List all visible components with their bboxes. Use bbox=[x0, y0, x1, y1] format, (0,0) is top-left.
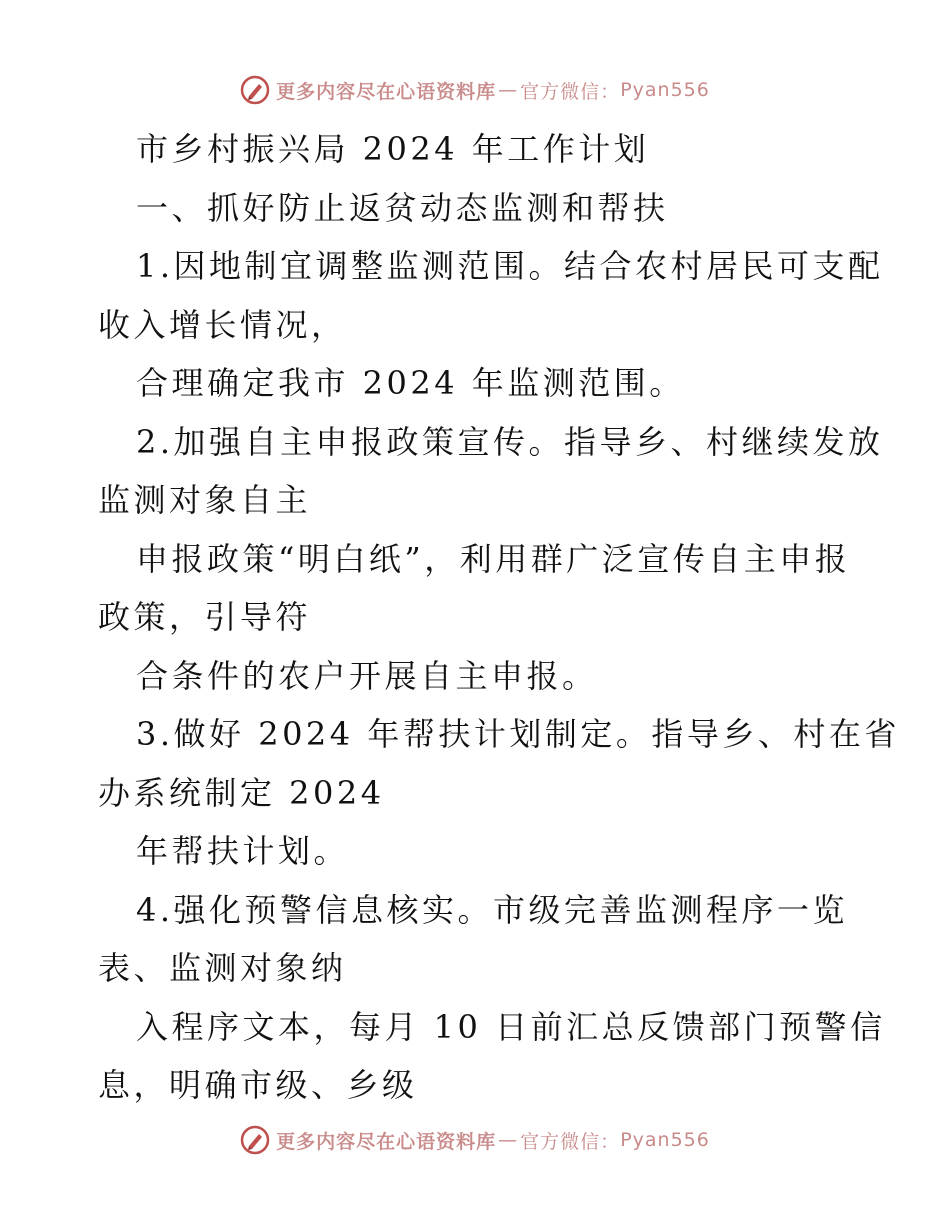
document-title: 市乡村振兴局 2024 年工作计划 bbox=[136, 130, 650, 168]
paragraph-line: 政策，引导符 bbox=[98, 598, 312, 636]
paragraph-line: 4.强化预警信息核实。市级完善监测程序一览 bbox=[136, 890, 849, 929]
paragraph-line: 合理确定我市 2024 年监测范围。 bbox=[136, 364, 685, 402]
watermark-label: 官方微信： bbox=[520, 80, 621, 103]
paragraph-line: 申报政策“明白纸”，利用群广泛宣传自主申报 bbox=[136, 539, 851, 578]
watermark-text: 更多内容尽在心语资料库 bbox=[276, 1130, 497, 1153]
paragraph-line: 办系统制定 2024 bbox=[98, 773, 385, 812]
pen-logo-icon bbox=[240, 75, 270, 105]
document-body bbox=[98, 120, 900, 1115]
paragraph-line: 年帮扶计划。 bbox=[136, 832, 350, 870]
paragraph-line: 合条件的农户开展自主申报。 bbox=[136, 656, 598, 695]
paragraph-line: 息，明确市级、乡级 bbox=[98, 1066, 418, 1104]
paragraph-line: 1.因地制宜调整监测范围。结合农村居民可支配 bbox=[136, 247, 884, 285]
paragraph-line: 入程序文本，每月 10 日前汇总反馈部门预警信 bbox=[136, 1007, 886, 1046]
paragraph-line: 收入增长情况， bbox=[98, 305, 347, 344]
paragraph-line: 3.做好 2024 年帮扶计划制定。指导乡、村在省 bbox=[136, 715, 900, 753]
watermark-wechat-id: Pyan556 bbox=[620, 1129, 710, 1151]
watermark-wechat-id: Pyan556 bbox=[620, 79, 710, 101]
paragraph-line: 2.加强自主申报政策宣传。指导乡、村继续发放 bbox=[136, 422, 884, 461]
paragraph-line: 表、监测对象纳 bbox=[98, 949, 347, 987]
paragraph-line: 监测对象自主 bbox=[98, 481, 312, 519]
watermark-separator: — bbox=[498, 1129, 519, 1151]
footer-watermark bbox=[0, 1120, 950, 1160]
pen-logo-icon bbox=[240, 1125, 270, 1155]
watermark-label: 官方微信： bbox=[520, 1130, 621, 1153]
watermark-separator: — bbox=[498, 79, 519, 101]
header-watermark bbox=[0, 70, 950, 110]
section-heading: 一、抓好防止返贫动态监测和帮扶 bbox=[136, 188, 669, 227]
watermark-text: 更多内容尽在心语资料库 bbox=[276, 80, 497, 103]
